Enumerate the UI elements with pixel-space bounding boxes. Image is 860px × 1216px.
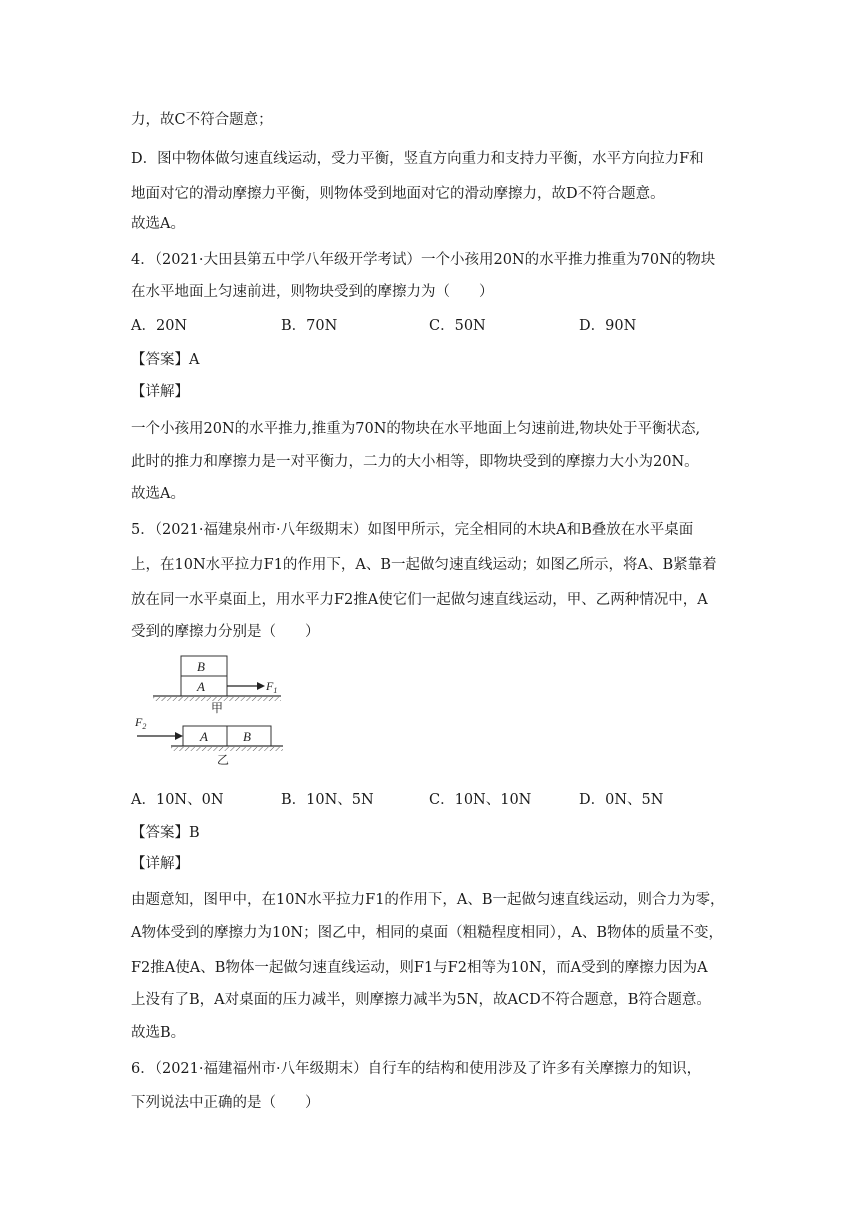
- question-5-stem: 放在同一水平桌面上，用水平力F2推A使它们一起做匀速直线运动，甲、乙两种情况中，A: [131, 592, 708, 608]
- text-line: 地面对它的滑动摩擦力平衡，则物体受到地面对它的滑动摩擦力，故D不符合题意。: [131, 186, 665, 202]
- table-hatch: [171, 747, 283, 751]
- text-line: 由题意知，图甲中，在10N水平拉力F1的作用下，A、B一起做匀速直线运动，则合力为零，: [131, 892, 725, 908]
- label-jia: 甲: [211, 701, 224, 715]
- figure-jia: [153, 656, 281, 715]
- answer-label: 【答案】A: [131, 352, 200, 368]
- figure-yi: [134, 715, 283, 767]
- option-b: B．70N: [281, 318, 338, 334]
- text-line: 此时的推力和摩擦力是一对平衡力，二力的大小相等，即物块受到的摩擦力大小为20N。: [131, 454, 699, 470]
- option-c: C．50N: [429, 318, 486, 334]
- question-4-stem: 在水平地面上匀速前进，则物块受到的摩擦力为（ ）: [131, 284, 494, 300]
- text-line: A物体受到的摩擦力为10N；图乙中，相同的桌面（粗糙程度相同），A、B物体的质量不变，: [131, 925, 723, 941]
- friction-figure: [131, 652, 301, 772]
- f1-arrow-head: [257, 682, 265, 690]
- label-yi: 乙: [217, 753, 230, 767]
- question-4-stem: 4．（2021·大田县第五中学八年级开学考试）一个小孩用20N的水平推力推重为70N的物块: [131, 252, 716, 268]
- text-line: 上没有了B，A对桌面的压力减半，则摩擦力减半为5N，故ACD不符合题意，B符合题意。: [131, 992, 711, 1008]
- block-a-label: A: [197, 679, 205, 694]
- text-line: 故选A。: [131, 486, 185, 502]
- question-6-stem: 6．（2021·福建福州市·八年级期末）自行车的结构和使用涉及了许多有关摩擦力的知识，: [131, 1061, 702, 1077]
- option-c: C．10N、10N: [429, 792, 532, 808]
- question-5-stem: 上，在10N水平拉力F1的作用下，A、B一起做匀速直线运动；如图乙所示，将A、B紧靠着: [131, 557, 717, 573]
- f2-label: $F_2$: [135, 715, 147, 731]
- text-line: 故选A。: [131, 216, 185, 232]
- text-line: F2推A使A、B物体一起做匀速直线运动，则F1与F2相等为10N，而A受到的摩擦力因为A: [131, 960, 708, 976]
- option-d: D．90N: [579, 318, 637, 334]
- question-6-stem: 下列说法中正确的是（ ）: [131, 1095, 320, 1111]
- option-a: A．20N: [131, 318, 188, 334]
- block-a-label: A: [200, 729, 208, 744]
- text-line: D．图中物体做匀速直线运动，受力平衡，竖直方向重力和支持力平衡，水平方向拉力F和: [131, 151, 704, 167]
- block-b-label: B: [243, 729, 251, 744]
- f1-label: $F_1$: [266, 679, 278, 695]
- question-5-stem: 5．（2021·福建泉州市·八年级期末）如图甲所示，完全相同的木块A和B叠放在水平桌面: [131, 522, 694, 538]
- f2-arrow-head: [175, 732, 183, 740]
- option-b: B．10N、5N: [281, 792, 374, 808]
- explanation-label: 【详解】: [131, 384, 189, 400]
- text-line: 故选B。: [131, 1025, 186, 1041]
- text-line: 一个小孩用20N的水平推力,推重为70N的物块在水平地面上匀速前进,物块处于平衡状态,: [131, 421, 701, 437]
- option-a: A．10N、0N: [131, 792, 224, 808]
- text-line: 力，故C不符合题意；: [131, 112, 273, 128]
- explanation-label: 【详解】: [131, 856, 189, 872]
- answer-label: 【答案】B: [131, 825, 200, 841]
- block-b-label: B: [197, 659, 205, 674]
- option-d: D．0N、5N: [579, 792, 664, 808]
- question-5-stem: 受到的摩擦力分别是（ ）: [131, 624, 320, 640]
